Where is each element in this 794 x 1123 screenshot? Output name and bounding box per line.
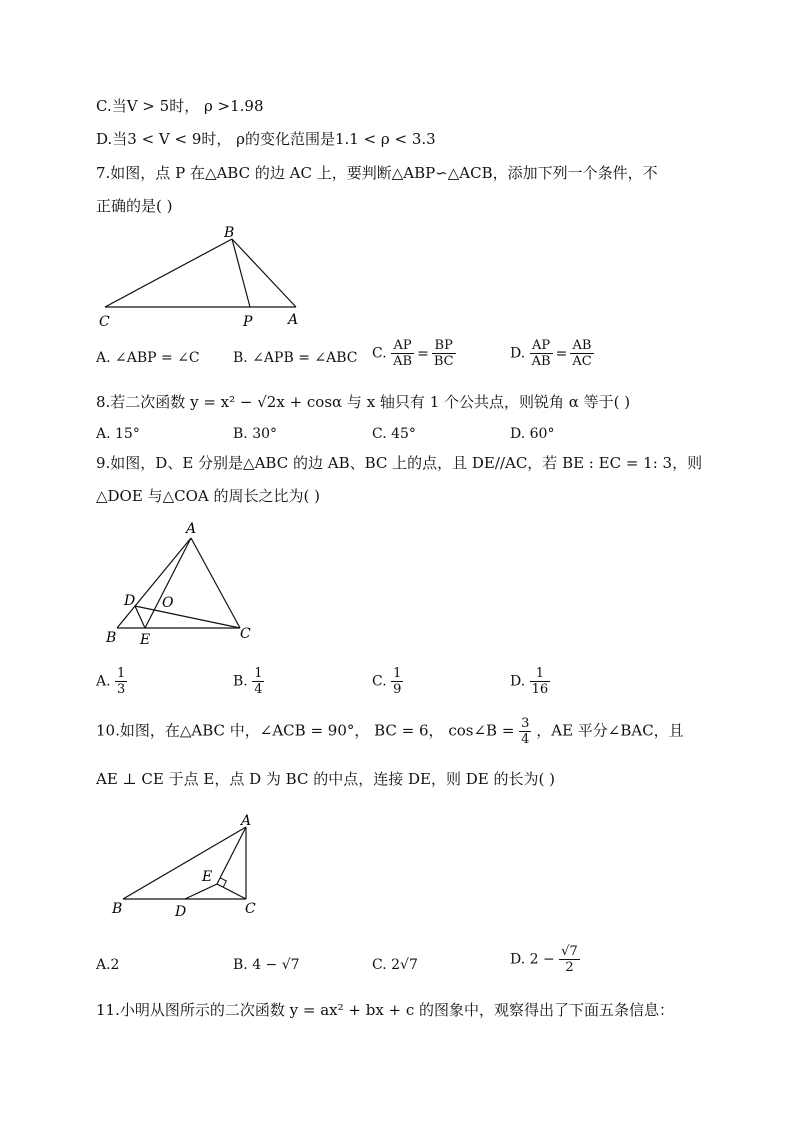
q7-option-c-prefix: C. xyxy=(372,345,387,362)
q9-label-b: B xyxy=(106,630,117,646)
q10-segment-de xyxy=(185,884,217,899)
fraction-denominator: 16 xyxy=(531,682,549,697)
fraction-numerator: 1 xyxy=(117,666,126,681)
q9-stem-line1: 9.如图，D、E 分别是△ABC 的边 AB、BC 上的点，且 DE//AC，若 BE : EC = 1: 3，则 xyxy=(96,454,703,472)
q10-stem-part1: 10.如图，在△ABC 中，∠ACB = 90°， BC = 6， cos∠B = xyxy=(96,721,515,740)
q9-option-c-fraction xyxy=(391,666,403,697)
fraction-denominator: 2 xyxy=(565,960,574,975)
q10-label-b: B xyxy=(112,901,123,917)
q10-segment-ec xyxy=(217,884,246,899)
q7-option-d-prefix: D. xyxy=(510,345,526,362)
q7-option-b: B. ∠APB = ∠ABC xyxy=(233,350,358,366)
q10-option-d-fraction xyxy=(559,944,580,975)
q8-option-d: D. 60° xyxy=(510,426,555,442)
option-prefix: D. 2 − xyxy=(510,951,555,968)
q10-label-d: D xyxy=(175,904,187,920)
q9-segment-de xyxy=(135,606,145,628)
q9-side-ac xyxy=(191,538,240,628)
q7-option-d-fraction-2 xyxy=(570,338,593,369)
q10-stem-line1 xyxy=(96,716,684,747)
q10-figure xyxy=(105,808,275,923)
q9-label-c: C xyxy=(240,626,251,642)
q7-label-a: A xyxy=(288,312,299,328)
q9-label-d: D xyxy=(124,593,136,609)
q7-option-d-fraction-1 xyxy=(530,338,553,369)
q8-option-c: C. 45° xyxy=(372,426,416,442)
fraction-denominator: AC xyxy=(572,354,592,369)
q7-label-b: B xyxy=(224,225,235,241)
q7-side-cb xyxy=(105,239,232,307)
q7-figure xyxy=(90,222,320,337)
fraction-numerator: BP xyxy=(432,338,456,354)
fraction-denominator: AB xyxy=(393,354,413,369)
q7-label-c: C xyxy=(99,314,110,330)
fraction-denominator: 4 xyxy=(254,682,263,697)
q9-option-b-fraction xyxy=(252,666,264,697)
fraction-numerator: AP xyxy=(391,338,414,354)
fraction-denominator: 9 xyxy=(393,682,402,697)
q9-label-a: A xyxy=(186,521,197,537)
fraction-numerator: 3 xyxy=(521,716,530,731)
q7-option-d xyxy=(510,338,594,369)
equals-sign: = xyxy=(417,345,429,362)
fraction-numerator: 1 xyxy=(530,666,551,682)
q8-option-b: B. 30° xyxy=(233,426,278,442)
q10-label-a: A xyxy=(241,813,252,829)
q7-stem-line1: 7.如图，点 P 在△ABC 的边 AC 上，要判断△ABP∽△ACB，添加下列一个条件，不 xyxy=(96,164,658,182)
q7-stem-line2: 正确的是( ) xyxy=(96,197,173,215)
q10-option-a: A.2 xyxy=(96,957,120,973)
option-prefix: C. xyxy=(372,673,387,690)
equals-sign: = xyxy=(555,345,568,362)
q10-option-b: B. 4 − √7 xyxy=(233,957,300,973)
fraction-denominator: 3 xyxy=(117,682,126,697)
option-prefix: B. xyxy=(233,673,248,690)
q7-label-p: P xyxy=(243,314,253,330)
q10-option-d xyxy=(510,944,580,975)
q8-option-a: A. 15° xyxy=(96,426,140,442)
q9-option-a-fraction xyxy=(115,666,127,697)
fraction-denominator: BC xyxy=(433,354,454,369)
q9-stem-line2: △DOE 与△COA 的周长之比为( ) xyxy=(96,487,320,505)
q9-segment-ea xyxy=(145,538,191,628)
q10-label-c: C xyxy=(245,901,256,917)
q9-label-o: O xyxy=(162,595,174,611)
q6-option-c: C.当V > 5时， ρ >1.98 xyxy=(96,97,264,115)
fraction-numerator: AP xyxy=(530,338,553,354)
q7-option-a: A. ∠ABP = ∠C xyxy=(96,350,200,366)
fraction-numerator: AB xyxy=(570,338,593,354)
q7-option-c xyxy=(372,338,456,369)
q9-figure xyxy=(100,515,270,650)
q10-stem-line2: AE ⊥ CE 于点 E，点 D 为 BC 的中点，连接 DE，则 DE 的长为( ) xyxy=(96,770,555,788)
q9-label-e: E xyxy=(140,632,151,648)
fraction-denominator: 4 xyxy=(521,732,530,747)
option-prefix: A. xyxy=(96,673,111,690)
q9-option-c xyxy=(372,666,403,697)
q11-stem: 11.小明从图所示的二次函数 y = ax² + bx + c 的图象中，观察得出了下面五条信息： xyxy=(96,1001,675,1019)
q10-option-c: C. 2√7 xyxy=(372,957,418,973)
q9-option-b xyxy=(233,666,264,697)
q10-stem-part2: ，AE 平分∠BAC，且 xyxy=(536,721,684,740)
q10-cos-fraction xyxy=(519,716,531,747)
q7-option-c-fraction-2 xyxy=(432,338,456,369)
q8-stem: 8.若二次函数 y = x² − √2x + cosα 与 x 轴只有 1 个公共点，则锐角 α 等于( ) xyxy=(96,393,631,411)
q10-label-e: E xyxy=(202,869,213,885)
q9-option-a xyxy=(96,666,127,697)
q9-side-ba xyxy=(117,538,191,628)
q7-option-c-fraction-1 xyxy=(391,338,414,369)
option-prefix: D. xyxy=(510,673,526,690)
q9-option-d-fraction xyxy=(530,666,551,697)
q6-option-d: D.当3 < V < 9时， ρ的变化范围是1.1 < ρ < 3.3 xyxy=(96,130,436,148)
fraction-numerator: √7 xyxy=(561,944,578,959)
fraction-denominator: AB xyxy=(531,354,551,369)
fraction-numerator: 1 xyxy=(254,666,263,681)
q9-option-d xyxy=(510,666,550,697)
fraction-numerator: 1 xyxy=(393,666,402,681)
